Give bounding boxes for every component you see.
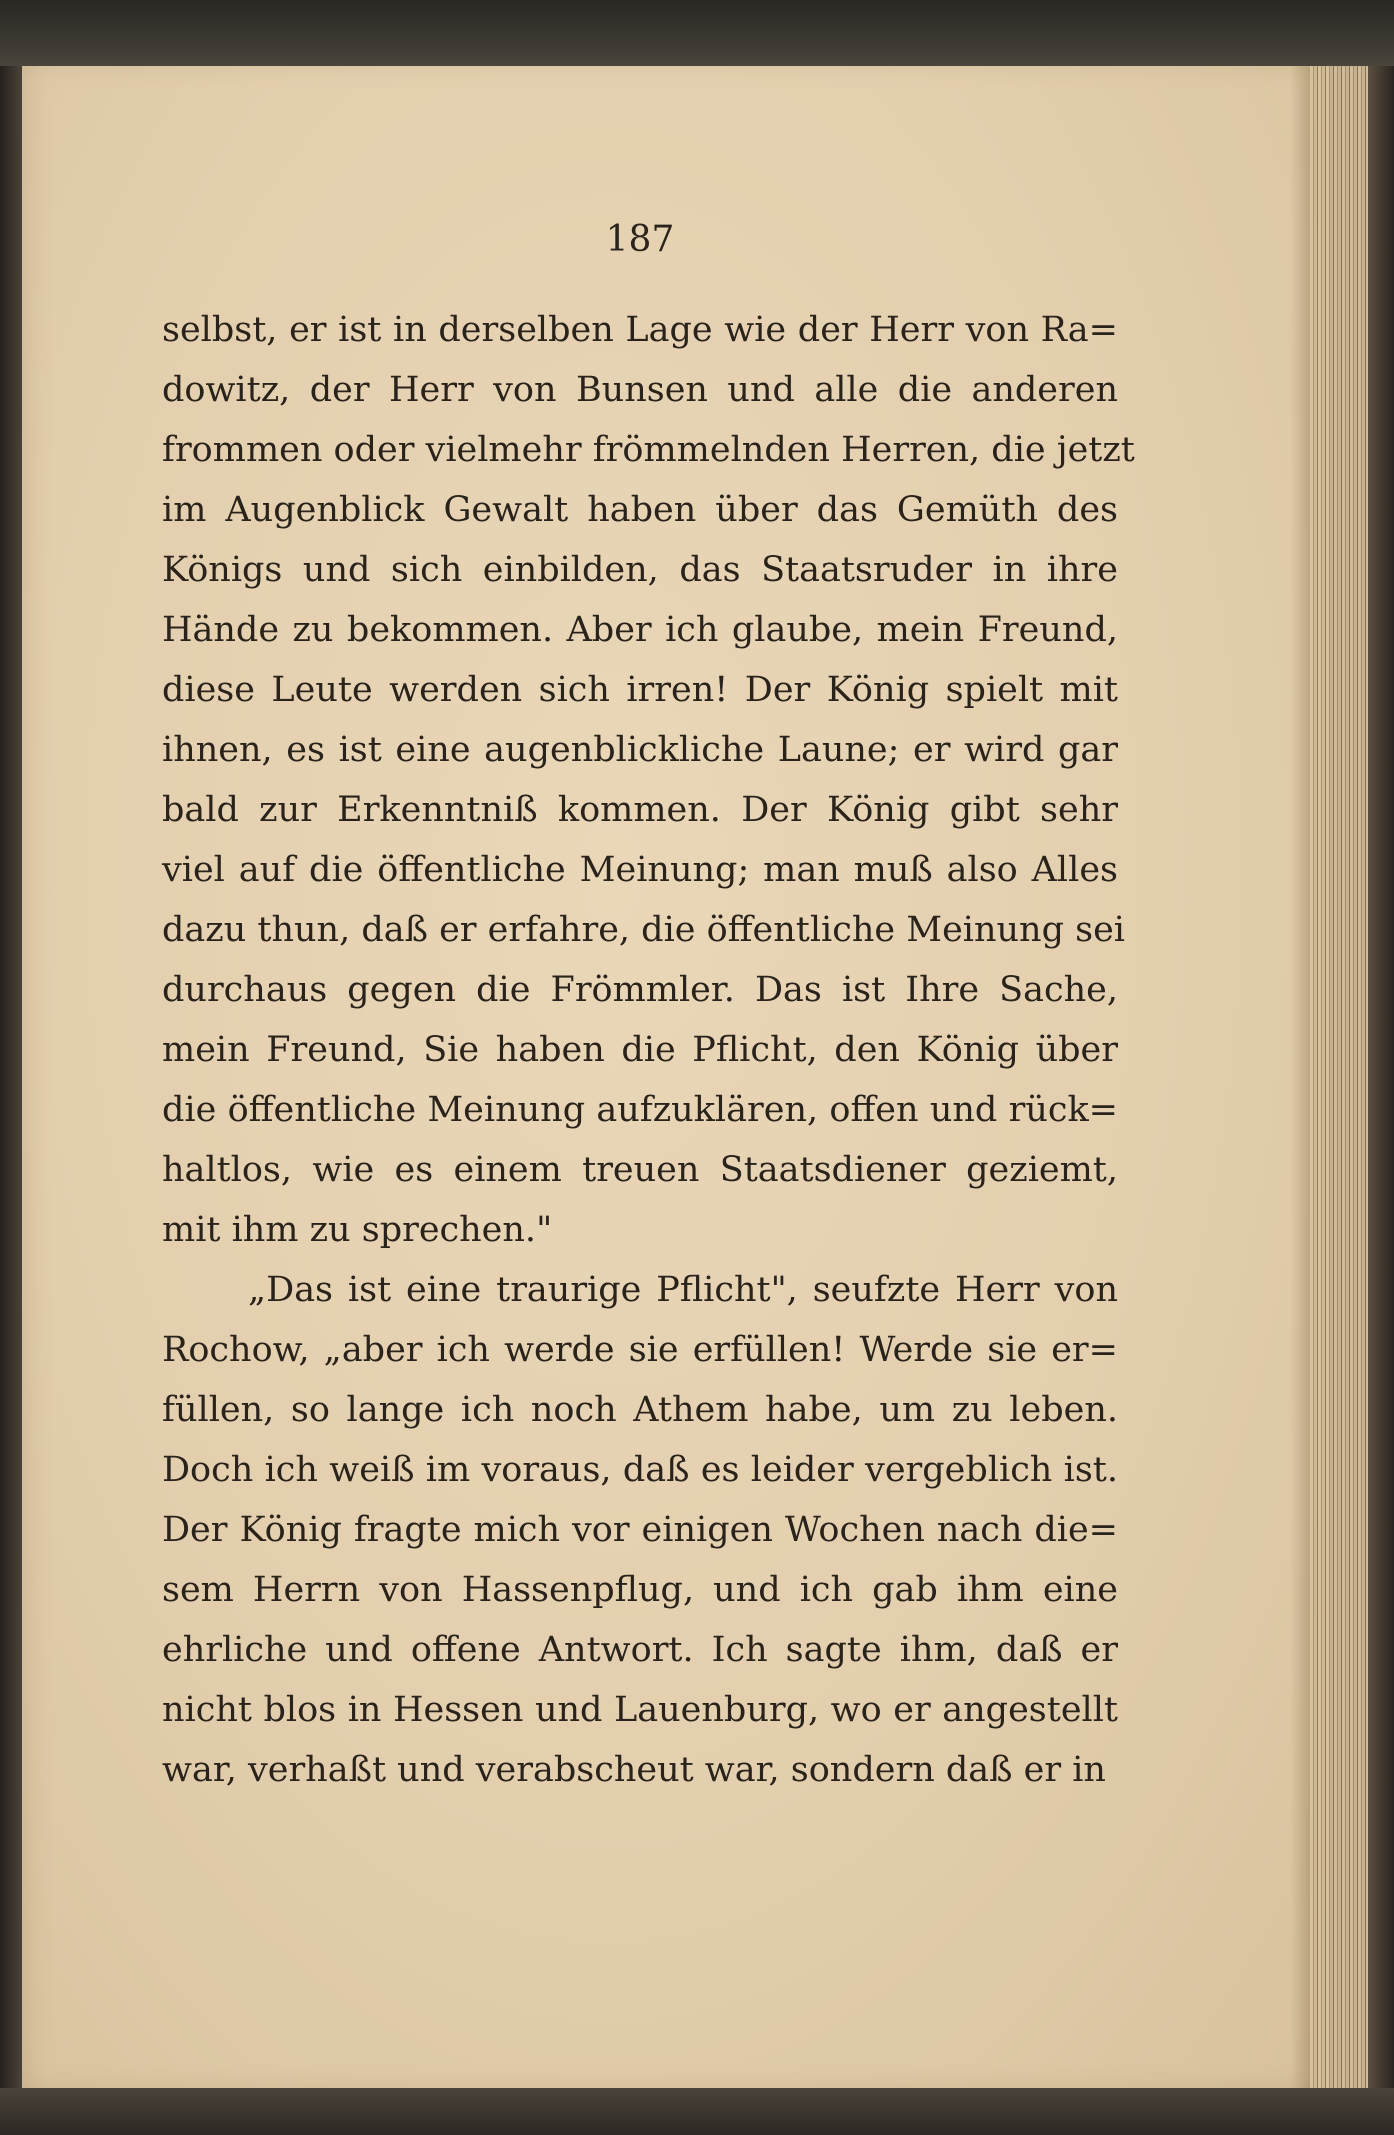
book-cover-bottom-edge [0, 2088, 1394, 2135]
text-line: bald zur Erkenntniß kommen. Der König gibt sehr [162, 790, 1118, 830]
text-line: diese Leute werden sich irren! Der König spielt mit [162, 670, 1118, 710]
text-line: nicht blos in Hessen und Lauenburg, wo er angestellt [162, 1690, 1118, 1730]
text-line: „Das ist eine traurige Pflicht", seufzte Herr von [248, 1270, 1118, 1310]
text-line: Hände zu bekommen. Aber ich glaube, mein Freund, [162, 610, 1118, 650]
paragraph [162, 300, 1135, 1260]
text-line: ihnen, es ist eine augenblickliche Laune; er wird gar [162, 730, 1118, 770]
text-line: Königs und sich einbilden, das Staatsruder in ihre [162, 550, 1118, 590]
text-line: Der König fragte mich vor einigen Wochen nach die= [162, 1510, 1118, 1550]
text-line: Rochow, „aber ich werde sie erfüllen! Werde sie er= [162, 1330, 1118, 1370]
text-line: im Augenblick Gewalt haben über das Gemüth des [162, 490, 1118, 530]
text-line: frommen oder vielmehr frömmelnden Herren, die jetzt [162, 430, 1135, 470]
page-fold-shadow [1290, 66, 1312, 2096]
text-line: dowitz, der Herr von Bunsen und alle die anderen [162, 370, 1118, 410]
text-line: durchaus gegen die Frömmler. Das ist Ihre Sache, [162, 970, 1118, 1010]
text-line: dazu thun, daß er erfahre, die öffentliche Meinung sei [162, 910, 1125, 950]
text-line: Doch ich weiß im voraus, daß es leider vergeblich ist. [162, 1450, 1118, 1490]
page-edges-stack [1310, 66, 1368, 2096]
text-line: füllen, so lange ich noch Athem habe, um zu leben. [162, 1390, 1118, 1430]
book-cover-top-edge [0, 0, 1394, 66]
text-line: sem Herrn von Hassenpflug, und ich gab ihm eine [162, 1570, 1118, 1610]
text-line: haltlos, wie es einem treuen Staatsdiener geziemt, [162, 1150, 1118, 1190]
text-line: war, verhaßt und verabscheut war, sondern daß er in [162, 1750, 1106, 1790]
page-number: 187 [605, 219, 675, 260]
text-line: ehrliche und offene Antwort. Ich sagte ihm, daß er [162, 1630, 1118, 1670]
text-line: mein Freund, Sie haben die Pflicht, den König über [162, 1030, 1118, 1070]
text-line: die öffentliche Meinung aufzuklären, offen und rück= [162, 1090, 1118, 1130]
text-line: viel auf die öffentliche Meinung; man muß also Alles [162, 850, 1118, 890]
book-cover-left-edge [0, 0, 22, 2135]
text-line: selbst, er ist in derselben Lage wie der Herr von Ra= [162, 310, 1118, 350]
paragraph [162, 1260, 1118, 1800]
body-text [162, 300, 1135, 1800]
book-cover-right-edge [1368, 0, 1394, 2135]
text-line: mit ihm zu sprechen." [162, 1210, 553, 1250]
